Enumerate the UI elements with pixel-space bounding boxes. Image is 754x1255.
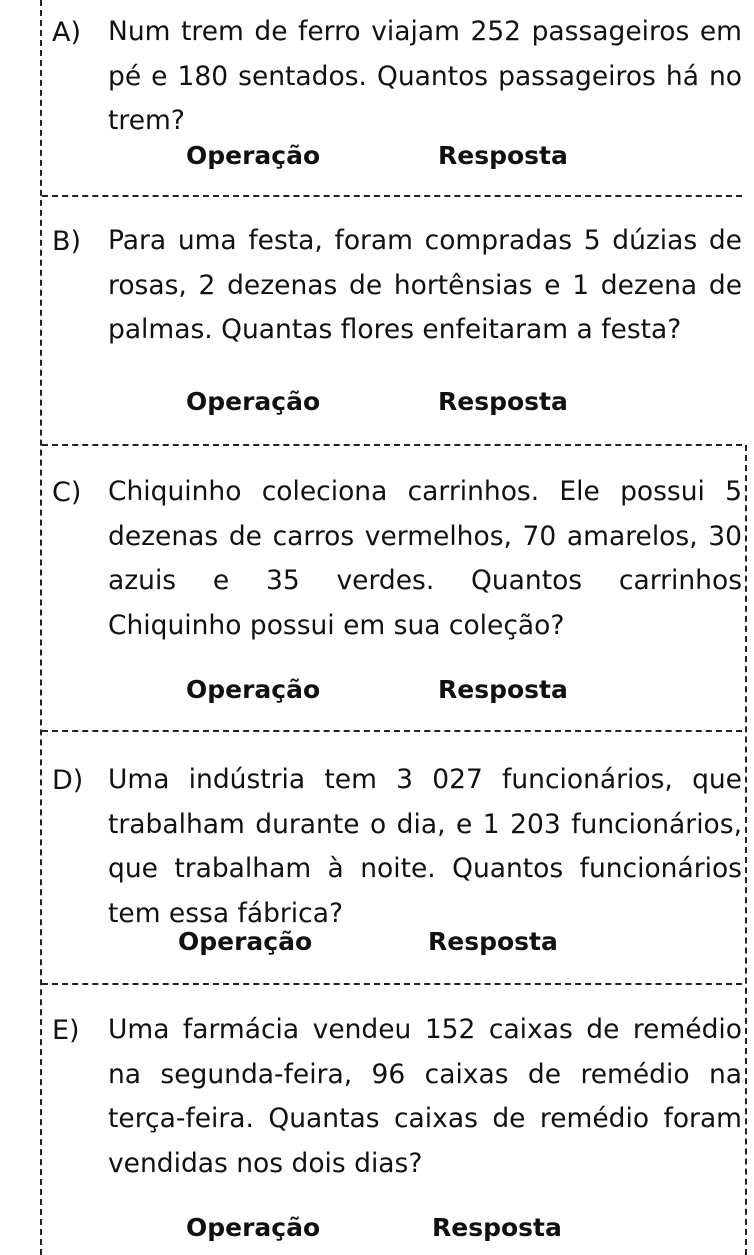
cut-line-3 — [42, 730, 742, 732]
problem-letter: B) — [52, 226, 82, 257]
operation-label: Operação — [186, 1213, 321, 1242]
problem-c — [52, 470, 742, 648]
labels-d — [0, 922, 754, 962]
problem-letter: D) — [52, 765, 84, 796]
problem-e — [52, 1008, 742, 1186]
cut-line-4 — [42, 983, 742, 985]
labels-c — [0, 670, 754, 710]
answer-label: Resposta — [432, 1213, 562, 1242]
problem-text: Num trem de ferro viajam 252 passageiros em pé e 180 sentados. Quantos passageiros há no trem? — [108, 16, 742, 136]
right-cut-line — [745, 445, 747, 1255]
left-cut-line — [40, 0, 42, 1255]
operation-label: Operação — [186, 675, 321, 704]
cut-line-2 — [42, 444, 742, 446]
problem-letter: C) — [52, 477, 82, 508]
problem-text: Uma indústria tem 3 027 funcionários, que trabalham durante o dia, e 1 203 funcionários, que trabalham à noite. Quantos funcionários tem essa fábrica? — [108, 764, 742, 929]
answer-label: Resposta — [438, 141, 568, 170]
answer-label: Resposta — [428, 927, 558, 956]
problem-text: Uma farmácia vendeu 152 caixas de remédio na segunda-feira, 96 caixas de remédio na terça-feira. Quantas caixas de remédio foram vendidas nos dois dias? — [108, 1014, 742, 1179]
problem-b — [52, 219, 742, 353]
problem-text: Chiquinho coleciona carrinhos. Ele possui 5 dezenas de carros vermelhos, 70 amarelos, 30 azuis e 35 verdes. Quantos carrinhos Chiquinho possui em sua coleção? — [108, 476, 742, 641]
operation-label: Operação — [186, 387, 321, 416]
answer-label: Resposta — [438, 387, 568, 416]
problem-text: Para uma festa, foram compradas 5 dúzias de rosas, 2 dezenas de hortênsias e 1 dezena de palmas. Quantas flores enfeitaram a festa? — [108, 225, 742, 345]
labels-a — [0, 136, 754, 176]
problem-a — [52, 10, 742, 144]
problem-letter: A) — [52, 17, 82, 48]
labels-e — [0, 1208, 754, 1248]
operation-label: Operação — [178, 927, 313, 956]
operation-label: Operação — [186, 141, 321, 170]
problem-letter: E) — [52, 1015, 80, 1046]
answer-label: Resposta — [438, 675, 568, 704]
labels-b — [0, 382, 754, 422]
cut-line-1 — [42, 195, 742, 197]
problem-d — [52, 758, 742, 936]
